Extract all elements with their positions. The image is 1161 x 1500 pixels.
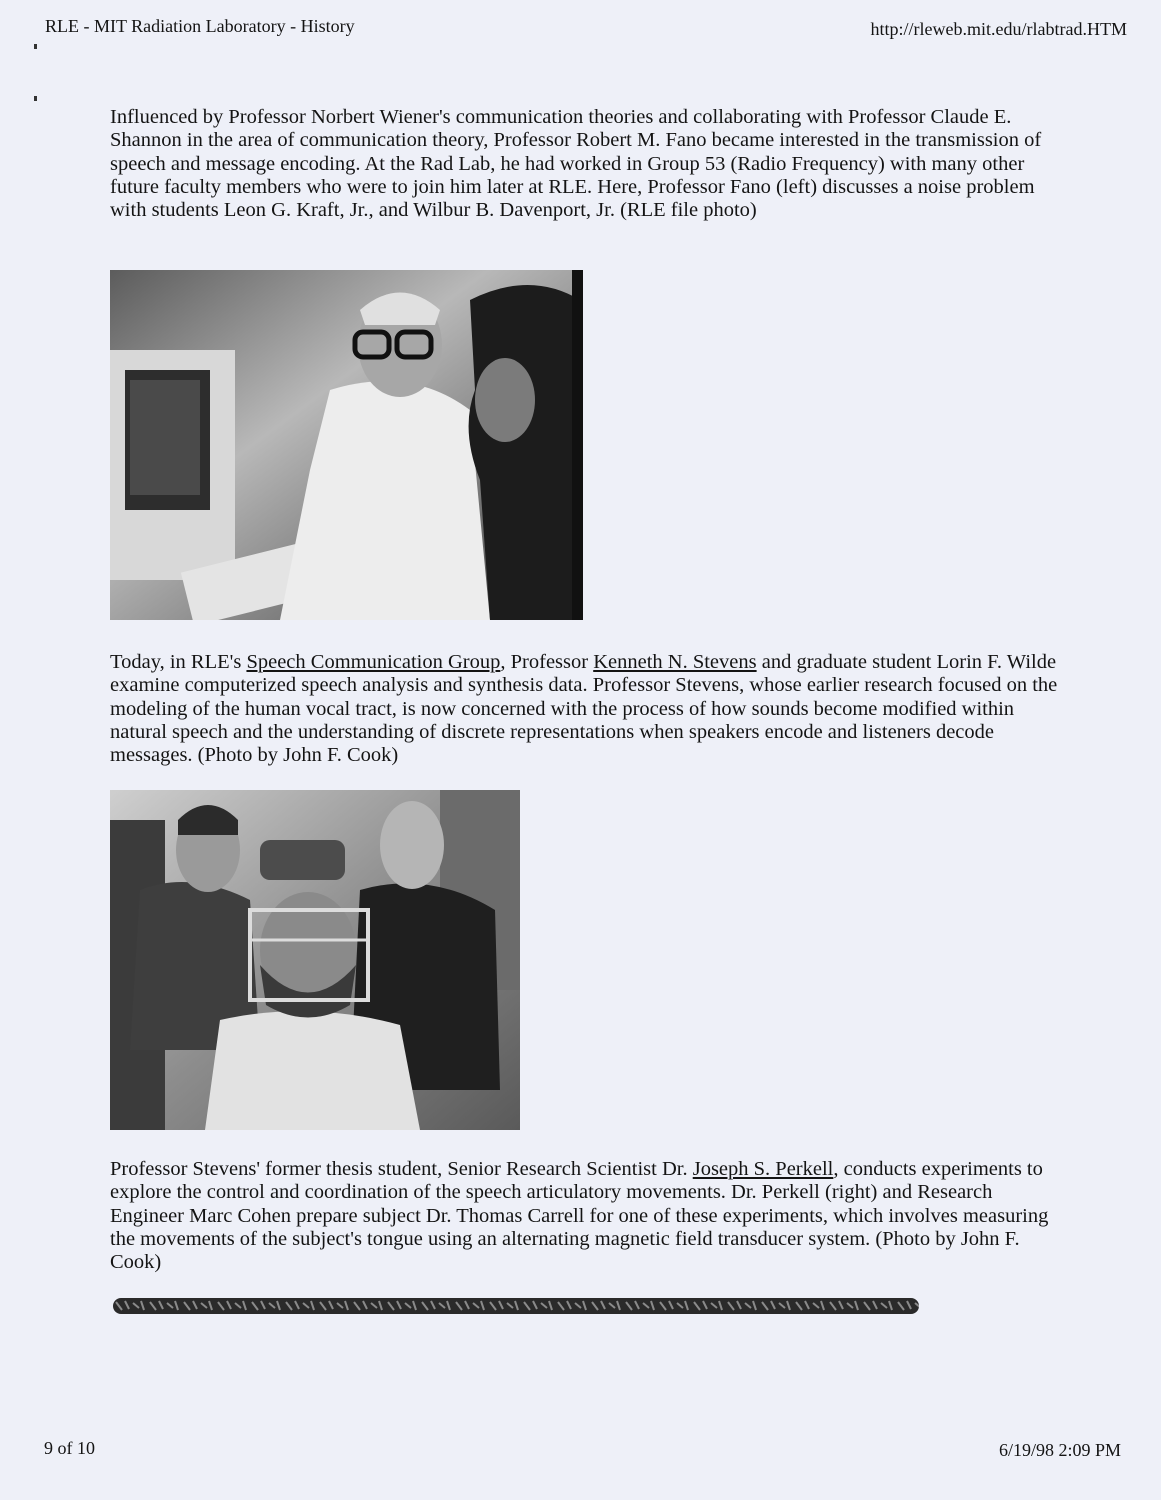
page-number: 9 of 10: [44, 1438, 95, 1458]
divider-bar-graphic: [113, 1296, 919, 1316]
p2-text-before: Today, in RLE's: [110, 651, 247, 673]
scan-speck: [34, 96, 37, 101]
link-kenneth-stevens[interactable]: Kenneth N. Stevens: [593, 651, 757, 673]
p3-text-after: , conducts experiments to explore the control and coordination of the speech articulatory movements. Dr. Perkell (right) and Research Engineer Marc Cohen prepare subject Dr. Thomas Carrell for one of these experiments, which involves measuring the movements of the subject's tongue using an alternating magnetic field transducer system. (Photo by John F. Cook): [110, 1158, 1049, 1274]
p3-text-before: Professor Stevens' former thesis student, Senior Research Scientist Dr.: [110, 1158, 693, 1180]
p2-text-after: and graduate student Lorin F. Wilde examine computerized speech analysis and synthesis data. Professor Stevens, whose earlier research focused on the modeling of the human vocal tract, is now concerned with the process of how sounds become modified within natural speech and the understanding of discrete representations when speakers encode and listeners decode messages. (Photo by John F. Cook): [110, 651, 1058, 767]
decorative-divider: [113, 1296, 919, 1316]
photo-perkell-experiment: [110, 790, 520, 1130]
photo-fano-image: [110, 270, 583, 620]
paragraph-stevens: [110, 651, 1070, 767]
p2-text-between: , Professor: [500, 651, 594, 673]
link-speech-communication-group[interactable]: Speech Communication Group: [246, 651, 501, 673]
photo-fano-computer: [110, 270, 583, 620]
link-joseph-perkell[interactable]: Joseph S. Perkell: [692, 1158, 834, 1180]
page-title: RLE - MIT Radiation Laboratory - History: [45, 16, 355, 36]
print-timestamp: 6/19/98 2:09 PM: [998, 1440, 1121, 1460]
scan-speck: [34, 44, 37, 49]
page-url: http://rleweb.mit.edu/rlabtrad.HTM: [870, 19, 1127, 39]
paragraph-fano: Influenced by Professor Norbert Wiener's communication theories and collaborating with Professor Claude E. Shannon in the area of communication theory, Professor Robert M. Fano became interested in the transmission of speech and message encoding. At the Rad Lab, he had worked in Group 53 (Radio Frequency) with many other future faculty members who were to join him later at RLE. Here, Professor Fano (left) discusses a noise problem with students Leon G. Kraft, Jr., and Wilbur B. Davenport, Jr. (RLE file photo): [110, 106, 1042, 222]
photo-perkell-image: [110, 790, 520, 1130]
paragraph-perkell: [110, 1158, 1070, 1274]
